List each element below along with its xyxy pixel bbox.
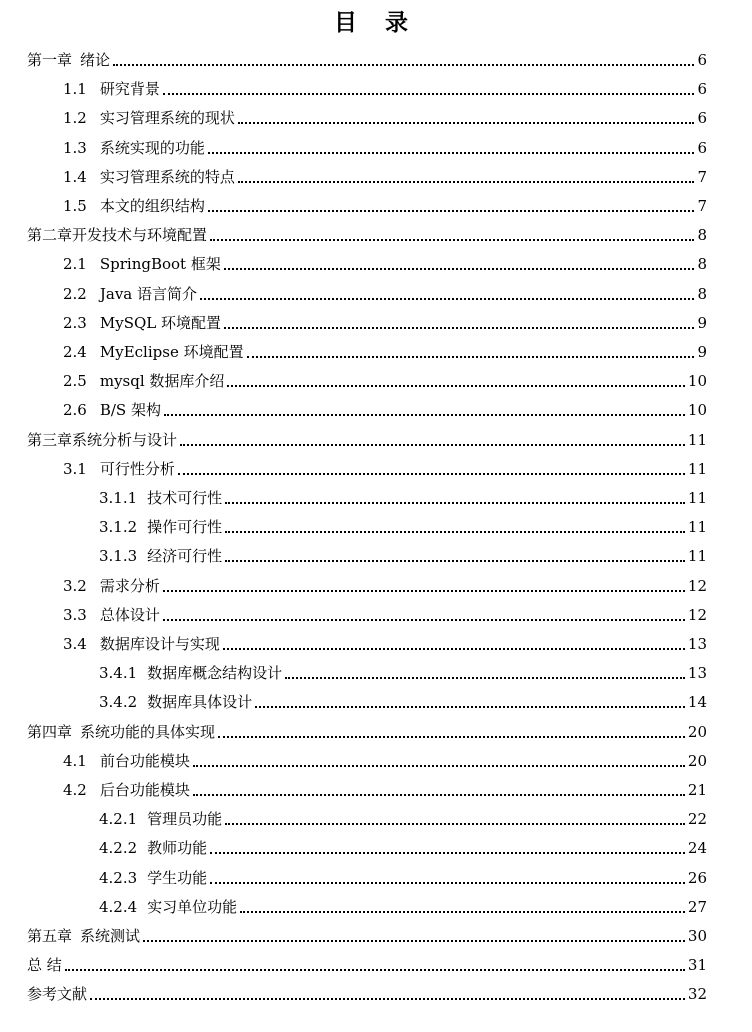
dot-leader (193, 763, 685, 767)
toc-entry-label: 经济可行性 (147, 547, 223, 566)
toc-entry[interactable] (63, 396, 707, 420)
toc-entry-page-number: 14 (687, 693, 707, 712)
toc-entry-page-number: 13 (687, 664, 707, 683)
toc-entry-label: 总 结 (27, 956, 62, 975)
toc-entry-page-number: 7 (697, 167, 707, 186)
toc-entry[interactable] (63, 104, 707, 128)
toc-entry-page-number: 22 (687, 810, 707, 829)
toc-entry-page-number: 6 (697, 138, 707, 157)
toc-entry[interactable] (63, 192, 707, 216)
dot-leader (163, 91, 695, 95)
toc-entry-number: 3.1 (63, 459, 87, 478)
toc-entry-number: 第一章 (27, 51, 73, 69)
toc-entry[interactable] (27, 426, 707, 450)
toc-entry[interactable] (27, 221, 707, 245)
toc-entry-page-number: 12 (687, 576, 707, 595)
toc-entry-page-number: 11 (687, 547, 707, 566)
toc-entry-page-number: 6 (697, 109, 707, 128)
toc-entry[interactable] (27, 951, 707, 975)
toc-entry[interactable] (63, 280, 707, 304)
toc-entry-label: 数据库具体设计 (147, 693, 253, 712)
dot-leader (210, 880, 685, 884)
toc-entry[interactable] (99, 864, 707, 888)
toc-entry[interactable] (63, 75, 707, 99)
toc-entry-label: 前台功能模块 (99, 751, 190, 770)
toc-entry-label: 管理员功能 (147, 810, 223, 829)
toc-entry-label: 教师功能 (147, 839, 208, 858)
toc-entry-page-number: 12 (687, 605, 707, 624)
toc-entry-page-number: 11 (687, 459, 707, 478)
toc-entry-label: 研究背景 (99, 80, 160, 99)
toc-entry[interactable] (27, 922, 707, 946)
dot-leader (163, 617, 685, 621)
toc-entry-page-number: 9 (697, 313, 707, 332)
dot-leader (225, 500, 685, 504)
toc-entry-number: 4.2.4 (99, 897, 138, 916)
toc-entry-label: 数据库概念结构设计 (147, 664, 283, 683)
toc-entry[interactable] (63, 630, 707, 654)
toc-entry-number: 3.4.2 (99, 693, 138, 712)
toc-entry-label: 技术可行性 (147, 489, 223, 507)
dot-leader (240, 909, 685, 913)
toc-entry[interactable] (99, 513, 707, 537)
page-title: 目 录 (333, 9, 418, 36)
dot-leader (238, 120, 695, 124)
toc-entry[interactable] (99, 542, 707, 566)
toc-entry-page-number: 6 (697, 80, 707, 99)
dot-leader (285, 675, 685, 679)
toc-entry-label: 可行性分析 (99, 459, 175, 478)
dot-leader (200, 296, 694, 300)
toc-entry-number: 2.1 (63, 255, 87, 274)
toc-entry-number: 1.1 (63, 80, 87, 99)
dot-leader (227, 383, 684, 387)
toc-entry-page-number: 11 (687, 430, 707, 449)
toc-entry-number: 4.2 (63, 781, 87, 799)
toc-entry[interactable] (99, 659, 707, 683)
toc-entry-label: 后台功能模块 (99, 781, 190, 799)
toc-entry-page-number: 31 (687, 956, 707, 975)
toc-entry-label: 实习管理系统的现状 (99, 109, 235, 128)
toc-entry-number: 3.3 (63, 605, 87, 624)
dot-leader (113, 62, 694, 66)
toc-entry-number: 4.2.3 (99, 868, 138, 887)
toc-entry-page-number: 9 (697, 343, 707, 361)
dot-leader (247, 354, 695, 358)
toc-entry-number: 1.4 (63, 167, 87, 186)
dot-leader (208, 208, 695, 212)
toc-entry-page-number: 30 (687, 927, 707, 945)
toc-entry[interactable] (99, 893, 707, 917)
dot-leader (163, 588, 685, 592)
toc-entry-number: 2.2 (63, 284, 87, 303)
toc-entry-page-number: 6 (697, 51, 707, 69)
toc-entry-number: 1.2 (63, 109, 87, 128)
toc-entry[interactable] (63, 455, 707, 479)
dot-leader (210, 237, 694, 241)
toc-entry-number: 3.1.1 (99, 489, 138, 507)
toc-entry[interactable] (63, 601, 707, 625)
toc-entry-number: 2.4 (63, 343, 87, 361)
dot-leader (225, 821, 685, 825)
toc-entry[interactable] (99, 834, 707, 858)
toc-entry-number: 3.1.3 (99, 547, 138, 566)
toc-entry-label: MySQL 环境配置 (99, 313, 221, 332)
toc-entry-number: 3.1.2 (99, 518, 138, 537)
dot-leader (164, 412, 685, 416)
toc-entry-label: 操作可行性 (147, 518, 223, 537)
toc-entry-number: 3.4.1 (99, 664, 138, 683)
toc-entry-number: 2.5 (63, 372, 87, 391)
toc-entry-page-number: 7 (697, 197, 707, 215)
toc-entry-label: B/S 架构 (99, 401, 161, 420)
toc-entry[interactable] (63, 309, 707, 333)
toc-entry-number: 2.3 (63, 313, 87, 332)
toc-entry-number: 第四章 (27, 722, 73, 741)
dot-leader (193, 792, 685, 796)
dot-leader (210, 850, 685, 854)
toc-entry[interactable] (99, 688, 707, 712)
toc-entry-label: 系统功能的具体实现 (80, 722, 216, 741)
toc-entry-label: 本文的组织结构 (99, 197, 205, 215)
toc-entry-page-number: 27 (687, 897, 707, 916)
toc-entry-number: 4.2.1 (99, 810, 138, 829)
toc-entry[interactable] (63, 747, 707, 771)
dot-leader (65, 967, 685, 971)
dot-leader (225, 529, 685, 533)
toc-entry[interactable] (27, 718, 707, 742)
dot-leader (225, 558, 685, 562)
toc-entry[interactable] (63, 250, 707, 274)
toc-entry-page-number: 20 (687, 722, 707, 741)
toc-entry-label: 总体设计 (99, 605, 160, 624)
dot-leader (90, 996, 685, 1000)
toc-entry-page-number: 26 (687, 868, 707, 887)
toc-entry-number: 4.1 (63, 751, 87, 770)
dot-leader (238, 179, 695, 183)
toc-entry-page-number: 21 (687, 781, 707, 799)
toc-entry-label: Java 语言简介 (99, 284, 198, 303)
toc-entry[interactable] (63, 367, 707, 391)
toc-entry-page-number: 32 (687, 985, 707, 1004)
dot-leader (224, 325, 694, 329)
toc-entry[interactable] (27, 46, 707, 70)
toc-entry-page-number: 10 (687, 401, 707, 420)
toc-entry-number: 3.4 (63, 635, 87, 653)
toc-entry-label: 绪论 (80, 51, 111, 69)
toc-entry-label: MyEclipse 环境配置 (99, 343, 244, 361)
dot-leader (180, 442, 685, 446)
toc-entry-label: 实习单位功能 (147, 897, 238, 916)
toc-entry-number: 1.3 (63, 138, 87, 157)
toc-entry-label: 系统实现的功能 (99, 138, 205, 157)
toc-entry-label: 实习管理系统的特点 (99, 167, 235, 186)
toc-entry-page-number: 8 (697, 226, 707, 245)
toc-entry-number: 1.5 (63, 197, 87, 215)
toc-entry[interactable] (63, 163, 707, 187)
toc-entry-label: 数据库设计与实现 (99, 635, 220, 653)
toc-entry-page-number: 8 (697, 284, 707, 303)
toc-entry-number: 3.2 (63, 576, 87, 595)
toc-entry-number: 2.6 (63, 401, 87, 420)
toc-entry-number: 4.2.2 (99, 839, 138, 858)
dot-leader (223, 646, 685, 650)
toc-entry-page-number: 20 (687, 751, 707, 770)
toc-entry[interactable] (99, 484, 707, 508)
toc-entry-label: 系统测试 (80, 927, 141, 945)
toc-entry-label: 需求分析 (99, 576, 160, 595)
toc-entry-label: mysql 数据库介绍 (99, 372, 225, 391)
dot-leader (178, 471, 685, 475)
dot-leader (143, 938, 685, 942)
toc-entry-page-number: 11 (687, 489, 707, 507)
toc-entry[interactable] (63, 776, 707, 800)
toc-entry-page-number: 13 (687, 635, 707, 653)
toc-entry-page-number: 11 (687, 518, 707, 537)
toc-entry[interactable] (63, 338, 707, 362)
toc-entry-page-number: 10 (687, 372, 707, 391)
dot-leader (208, 150, 695, 154)
toc-entry[interactable] (63, 572, 707, 596)
toc-entry-label: 参考文献 (27, 985, 88, 1004)
toc-entry-number: 第五章 (27, 927, 73, 945)
toc-entry-label: 第三章系统分析与设计 (27, 430, 178, 449)
dot-leader (218, 734, 685, 738)
toc-entry[interactable] (99, 805, 707, 829)
dot-leader (224, 266, 695, 270)
toc-entry-label: 第二章开发技术与环境配置 (27, 226, 208, 245)
toc-entry-label: 学生功能 (147, 868, 208, 887)
dot-leader (255, 704, 685, 708)
toc-entry-page-number: 8 (697, 255, 707, 274)
toc-entry-label: SpringBoot 框架 (99, 255, 221, 274)
toc-entry[interactable] (27, 980, 707, 1004)
toc-entry[interactable] (63, 134, 707, 158)
toc-entry-page-number: 24 (687, 839, 707, 858)
